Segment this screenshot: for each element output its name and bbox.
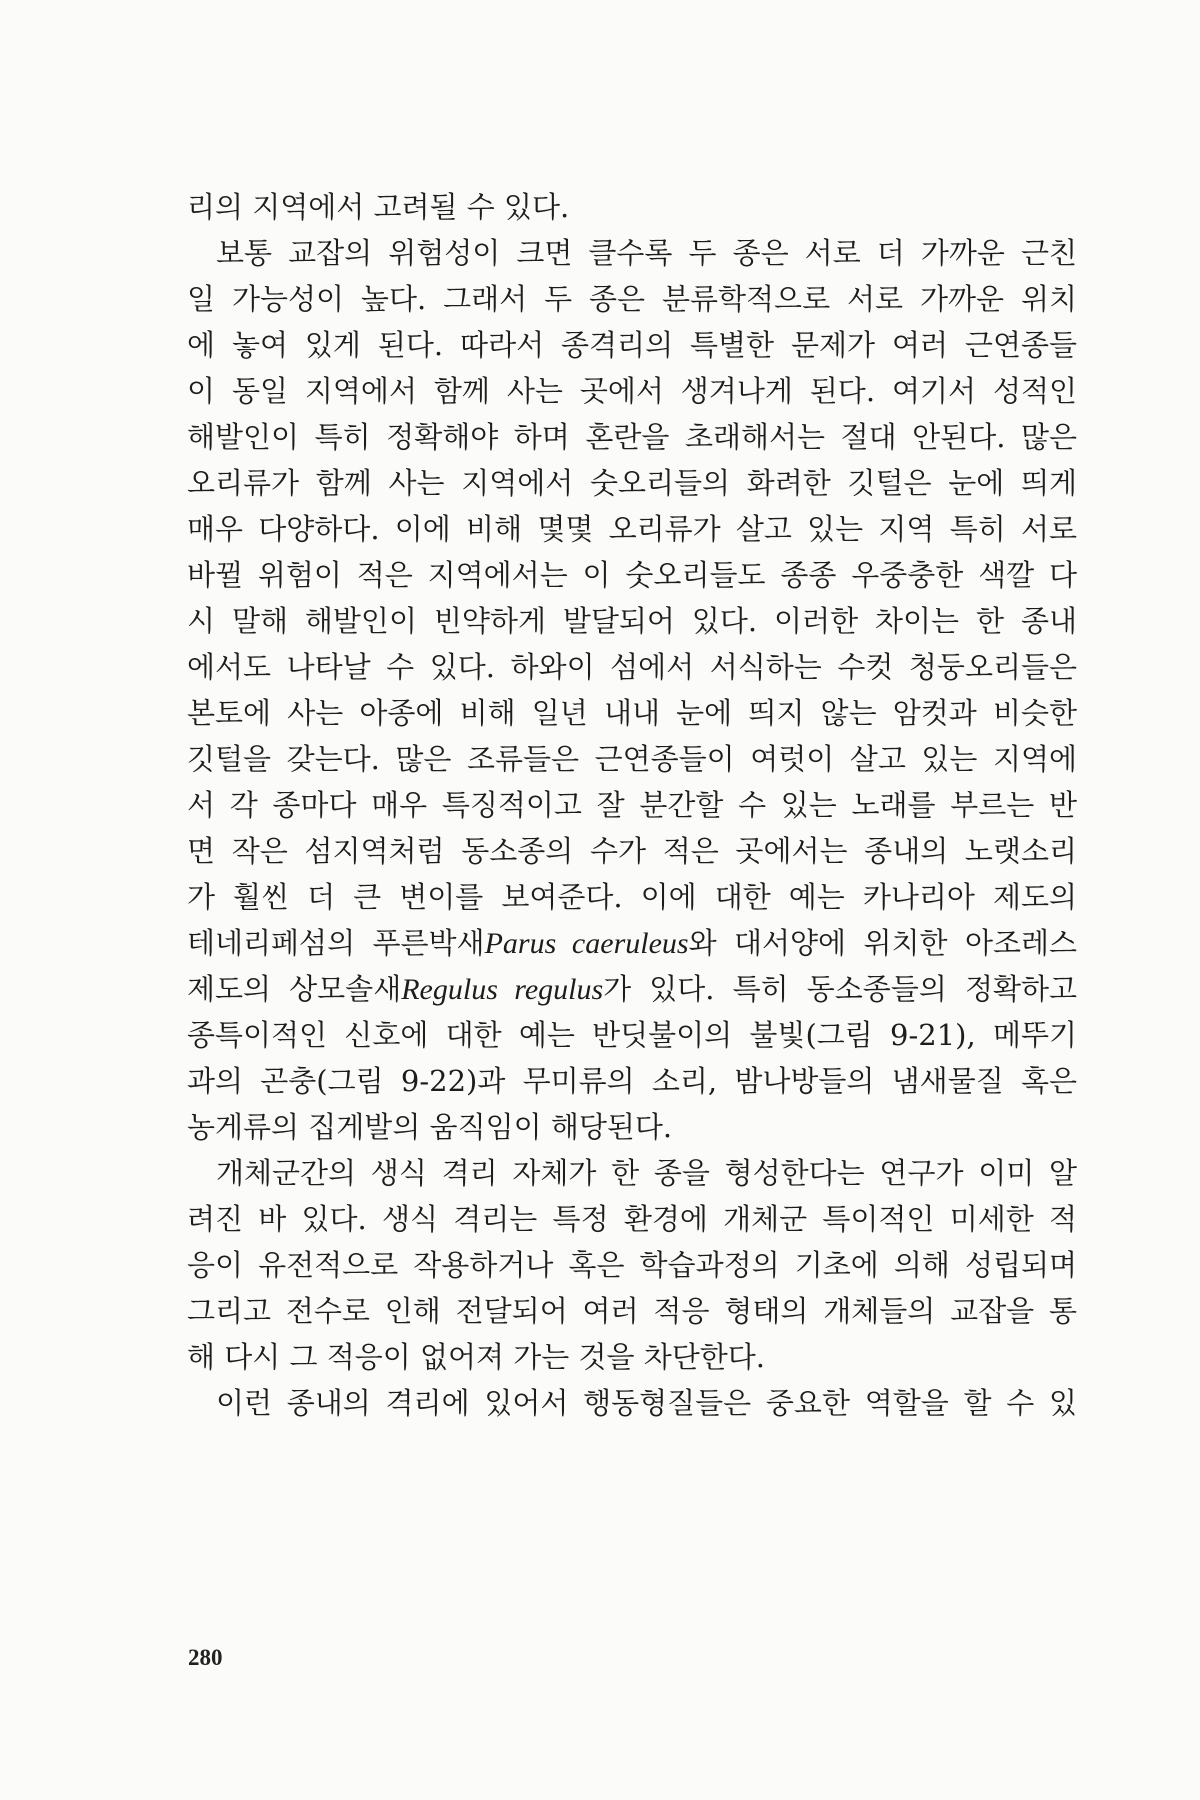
species-name: Regulus regulus xyxy=(401,973,604,1006)
text-line: 보통 교잡의 위험성이 크면 클수록 두 종은 서로 더 가까운 근친 xyxy=(216,236,1077,270)
text-line: 그리고 전수로 인해 전달되어 여러 적응 형태의 개체들의 교잡을 통 xyxy=(187,1294,1077,1328)
text-segment: 테네리페섬의 푸른박새 xyxy=(187,926,485,960)
text-line: 오리류가 함께 사는 지역에서 숫오리들의 화려한 깃털은 눈에 띄게 xyxy=(187,466,1077,500)
text-segment: 제도의 상모솔새 xyxy=(187,972,402,1006)
text-line: 해 다시 그 적응이 없어져 가는 것을 차단한다. xyxy=(187,1340,765,1374)
text-line: 에 놓여 있게 된다. 따라서 종격리의 특별한 문제가 여러 근연종들 xyxy=(187,328,1077,362)
text-line: 본토에 사는 아종에 비해 일년 내내 눈에 띄지 않는 암컷과 비슷한 xyxy=(187,696,1077,730)
text-segment: 가 있다. 특히 동소종들의 정확하고 xyxy=(603,972,1077,1006)
text-line: 개체군간의 생식 격리 자체가 한 종을 형성한다는 연구가 이미 알 xyxy=(216,1156,1077,1190)
text-line: 면 작은 섬지역처럼 동소종의 수가 적은 곳에서는 종내의 노랫소리 xyxy=(187,834,1077,868)
text-line: 가 훨씬 더 큰 변이를 보여준다. 이에 대한 예는 카나리아 제도의 xyxy=(187,880,1077,914)
text-line: 려진 바 있다. 생식 격리는 특정 환경에 개체군 특이적인 미세한 적 xyxy=(187,1202,1077,1236)
body-text xyxy=(187,184,1077,1426)
text-line: 과의 곤충(그림 9-22)과 무미류의 소리, 밤나방들의 냄새물질 혹은 xyxy=(187,1064,1077,1098)
text-line: 농게류의 집게발의 움직임이 해당된다. xyxy=(187,1110,673,1144)
text-line: 깃털을 갖는다. 많은 조류들은 근연종들이 여럿이 살고 있는 지역에 xyxy=(187,742,1077,776)
text-line: 에서도 나타날 수 있다. 하와이 섬에서 서식하는 수컷 청둥오리들은 xyxy=(187,650,1077,684)
text-line: 해발인이 특히 정확해야 하며 혼란을 초래해서는 절대 안된다. 많은 xyxy=(187,420,1077,454)
text-segment: 와 대서양에 위치한 아조레스 xyxy=(688,926,1077,960)
text-line: 서 각 종마다 매우 특징적이고 잘 분간할 수 있는 노래를 부르는 반 xyxy=(187,788,1077,822)
text-line: 매우 다양하다. 이에 비해 몇몇 오리류가 살고 있는 지역 특히 서로 xyxy=(187,512,1077,546)
text-line: 응이 유전적으로 작용하거나 혹은 학습과정의 기초에 의해 성립되며 xyxy=(187,1248,1077,1282)
text-line: 시 말해 해발인이 빈약하게 발달되어 있다. 이러한 차이는 한 종내 xyxy=(187,604,1077,638)
species-name: Parus caeruleus xyxy=(484,927,689,960)
text-line: 이런 종내의 격리에 있어서 행동형질들은 중요한 역할을 할 수 있 xyxy=(216,1386,1077,1420)
page-number: 280 xyxy=(188,1645,223,1670)
text-line: 일 가능성이 높다. 그래서 두 종은 분류학적으로 서로 가까운 위치 xyxy=(187,282,1077,316)
text-line: 종특이적인 신호에 대한 예는 반딧불이의 불빛(그림 9-21), 메뚜기 xyxy=(187,1018,1077,1052)
text-line: 이 동일 지역에서 함께 사는 곳에서 생겨나게 된다. 여기서 성적인 xyxy=(187,374,1077,408)
text-line-with-latin xyxy=(187,920,1077,966)
text-line: 리의 지역에서 고려될 수 있다. xyxy=(187,190,570,224)
text-line-with-latin xyxy=(187,966,1077,1012)
text-line: 바뀔 위험이 적은 지역에서는 이 숫오리들도 종종 우중충한 색깔 다 xyxy=(187,558,1077,592)
